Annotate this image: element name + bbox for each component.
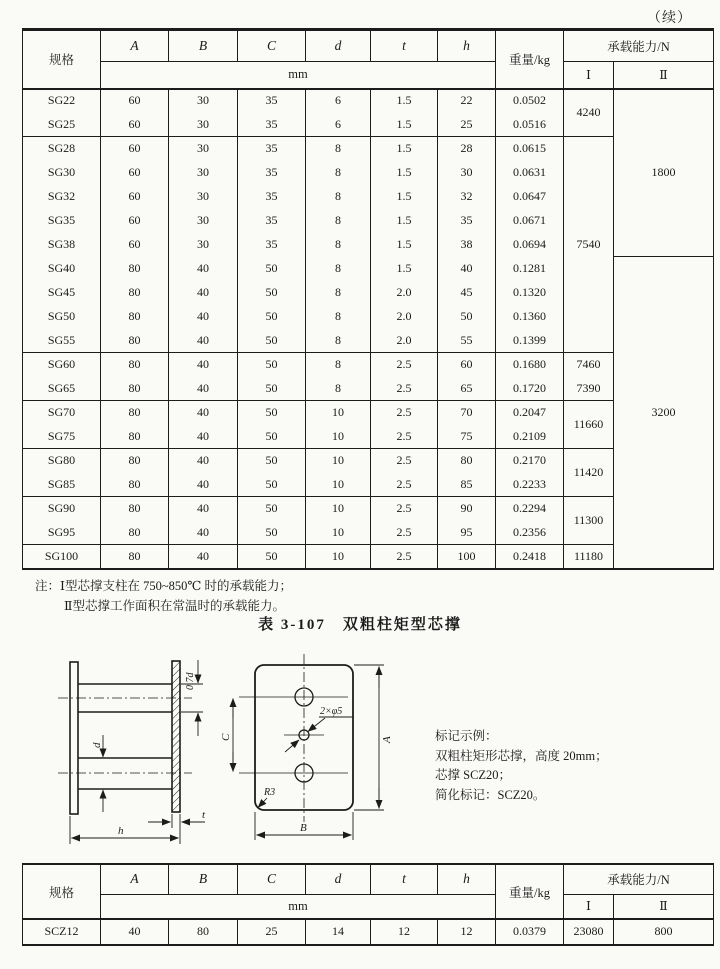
- cell-B: 40: [169, 257, 238, 281]
- header-spec: 规格: [23, 30, 101, 89]
- cell-t: 2.5: [371, 377, 438, 401]
- cell-d: 10: [306, 497, 371, 521]
- cell-B: 80: [169, 919, 238, 945]
- cell-t: 2.5: [371, 353, 438, 377]
- cell-A: 80: [101, 257, 169, 281]
- section-title: 表 3-107 双粗柱矩型芯撑: [258, 617, 462, 633]
- table-row: [23, 353, 714, 377]
- cell-C: 50: [238, 425, 306, 449]
- cell-C: 25: [238, 919, 306, 945]
- cell-B: 30: [169, 185, 238, 209]
- cell-weight: 0.2109: [496, 425, 564, 449]
- cell-C: 50: [238, 449, 306, 473]
- front-view-drawing: [212, 648, 402, 860]
- table-row: [23, 377, 714, 401]
- header-cap-I: Ⅰ: [564, 894, 614, 919]
- cell-d: 8: [306, 209, 371, 233]
- marking-line: 双粗柱矩形芯撑，高度 20mm；: [435, 748, 608, 763]
- cell-d: 10: [306, 449, 371, 473]
- header-dim-t: t: [371, 30, 438, 62]
- cell-d: 8: [306, 329, 371, 353]
- callout-arrow: [308, 718, 325, 732]
- cell-B: 30: [169, 89, 238, 113]
- cell-A: 60: [101, 233, 169, 257]
- cell-t: 2.0: [371, 305, 438, 329]
- cell-C: 35: [238, 233, 306, 257]
- side-view-drawing: [52, 648, 227, 860]
- cell-C: 50: [238, 401, 306, 425]
- marking-line: 简化标记：SCZ20。: [435, 787, 546, 802]
- cell-h: 35: [438, 209, 496, 233]
- table-row: [23, 89, 714, 113]
- cell-t: 2.5: [371, 545, 438, 569]
- cell-spec: SG75: [23, 425, 101, 449]
- cell-t: 12: [371, 919, 438, 945]
- cell-C: 50: [238, 497, 306, 521]
- cell-t: 1.5: [371, 233, 438, 257]
- cell-B: 30: [169, 209, 238, 233]
- cell-d: 8: [306, 161, 371, 185]
- cell-A: 80: [101, 497, 169, 521]
- cell-B: 40: [169, 377, 238, 401]
- cell-cap1: 7540: [564, 137, 614, 353]
- table-row: [23, 401, 714, 425]
- cell-A: 60: [101, 209, 169, 233]
- cell-weight: 0.0516: [496, 113, 564, 137]
- cell-t: 1.5: [371, 137, 438, 161]
- cell-weight: 0.1720: [496, 377, 564, 401]
- cell-B: 40: [169, 449, 238, 473]
- cell-B: 40: [169, 425, 238, 449]
- cell-d: 8: [306, 281, 371, 305]
- cell-spec: SG32: [23, 185, 101, 209]
- radius-callout-label: R3: [264, 787, 276, 798]
- cell-spec: SG45: [23, 281, 101, 305]
- cell-B: 40: [169, 473, 238, 497]
- cell-weight: 0.2047: [496, 401, 564, 425]
- right-plate-hatched: [172, 661, 180, 812]
- cell-d: 10: [306, 425, 371, 449]
- header-unit-mm: mm: [101, 894, 496, 919]
- cell-spec: SG100: [23, 545, 101, 569]
- header-dim-A: A: [101, 864, 169, 894]
- cell-cap2: 800: [614, 919, 714, 945]
- cell-spec: SG30: [23, 161, 101, 185]
- cell-B: 40: [169, 305, 238, 329]
- cell-C: 35: [238, 209, 306, 233]
- table-row: [23, 449, 714, 473]
- cell-cap1: 23080: [564, 919, 614, 945]
- main-spec-table: [22, 28, 714, 570]
- cell-C: 50: [238, 473, 306, 497]
- left-plate: [70, 662, 78, 814]
- dim-label-h: h: [118, 825, 124, 837]
- cell-spec: SG60: [23, 353, 101, 377]
- cell-B: 30: [169, 161, 238, 185]
- cell-cap1: 4240: [564, 89, 614, 137]
- cell-A: 80: [101, 305, 169, 329]
- cell-weight: 0.0502: [496, 89, 564, 113]
- cell-spec: SG55: [23, 329, 101, 353]
- cell-h: 50: [438, 305, 496, 329]
- cell-h: 28: [438, 137, 496, 161]
- cell-A: 60: [101, 137, 169, 161]
- cell-C: 50: [238, 281, 306, 305]
- cell-B: 40: [169, 353, 238, 377]
- header-unit-mm: mm: [101, 62, 496, 89]
- cell-cap1: 11660: [564, 401, 614, 449]
- cell-weight: 0.1399: [496, 329, 564, 353]
- cell-weight: 0.0647: [496, 185, 564, 209]
- dim-label-t: t: [202, 809, 206, 821]
- cell-t: 2.5: [371, 425, 438, 449]
- cell-A: 80: [101, 449, 169, 473]
- cell-spec: SCZ12: [23, 919, 101, 945]
- cell-C: 35: [238, 161, 306, 185]
- cell-spec: SG22: [23, 89, 101, 113]
- cell-h: 12: [438, 919, 496, 945]
- cell-weight: 0.2233: [496, 473, 564, 497]
- header-dim-B: B: [169, 864, 238, 894]
- cell-weight: 0.0379: [496, 919, 564, 945]
- table-row: [23, 137, 714, 161]
- cell-C: 50: [238, 521, 306, 545]
- cell-A: 60: [101, 185, 169, 209]
- cell-C: 50: [238, 353, 306, 377]
- cell-t: 2.5: [371, 497, 438, 521]
- cell-h: 100: [438, 545, 496, 569]
- header-dim-h: h: [438, 30, 496, 62]
- note-label: 注：: [35, 579, 61, 593]
- cell-d: 6: [306, 89, 371, 113]
- cell-weight: 0.1281: [496, 257, 564, 281]
- cell-C: 50: [238, 545, 306, 569]
- dim-label-B: B: [300, 822, 307, 834]
- cell-h: 32: [438, 185, 496, 209]
- cell-h: 65: [438, 377, 496, 401]
- cell-t: 2.5: [371, 521, 438, 545]
- cell-t: 1.5: [371, 185, 438, 209]
- cell-h: 22: [438, 89, 496, 113]
- cell-cap1: 7460: [564, 353, 614, 377]
- main-table-header: [23, 30, 714, 89]
- cell-d: 10: [306, 521, 371, 545]
- cell-C: 35: [238, 137, 306, 161]
- cell-d: 8: [306, 185, 371, 209]
- cell-t: 1.5: [371, 161, 438, 185]
- cell-B: 30: [169, 113, 238, 137]
- cell-B: 40: [169, 521, 238, 545]
- header-capacity: 承载能力/N: [564, 30, 714, 62]
- cell-spec: SG35: [23, 209, 101, 233]
- cell-h: 38: [438, 233, 496, 257]
- cell-h: 80: [438, 449, 496, 473]
- callout-arrow: [285, 740, 299, 752]
- cell-weight: 0.2356: [496, 521, 564, 545]
- cell-d: 10: [306, 473, 371, 497]
- callout-arrow: [258, 798, 267, 808]
- cell-weight: 0.2170: [496, 449, 564, 473]
- header-cap-I: Ⅰ: [564, 62, 614, 89]
- dim-label-A: A: [381, 736, 393, 743]
- cell-t: 2.5: [371, 401, 438, 425]
- dim-label-0.7d: 0.7d: [185, 672, 196, 690]
- cell-d: 14: [306, 919, 371, 945]
- dim-label-d: d: [91, 742, 103, 748]
- cell-t: 2.5: [371, 473, 438, 497]
- marking-line: 芯撑 SCZ20；: [435, 768, 512, 782]
- cell-d: 8: [306, 137, 371, 161]
- bottom-table-body: [23, 919, 714, 945]
- cell-spec: SG90: [23, 497, 101, 521]
- cell-A: 80: [101, 425, 169, 449]
- cell-A: 80: [101, 377, 169, 401]
- cell-spec: SG40: [23, 257, 101, 281]
- cell-h: 95: [438, 521, 496, 545]
- cell-cap2: 3200: [614, 257, 714, 569]
- cell-d: 8: [306, 305, 371, 329]
- cell-h: 25: [438, 113, 496, 137]
- cell-cap1: 11420: [564, 449, 614, 497]
- cell-weight: 0.0671: [496, 209, 564, 233]
- cell-t: 1.5: [371, 89, 438, 113]
- header-weight: 重量/kg: [496, 864, 564, 919]
- cell-t: 2.0: [371, 329, 438, 353]
- cell-C: 50: [238, 377, 306, 401]
- cell-A: 60: [101, 113, 169, 137]
- continued-marker: （续）: [647, 11, 692, 26]
- cell-d: 6: [306, 113, 371, 137]
- cell-A: 60: [101, 89, 169, 113]
- cell-h: 75: [438, 425, 496, 449]
- cell-A: 80: [101, 521, 169, 545]
- cell-spec: SG95: [23, 521, 101, 545]
- cell-A: 80: [101, 545, 169, 569]
- table-notes: [35, 576, 292, 616]
- cell-d: 8: [306, 233, 371, 257]
- cell-spec: SG50: [23, 305, 101, 329]
- cell-cap1: 11300: [564, 497, 614, 545]
- note-line-2: Ⅱ型芯撑工作面积在常温时的承载能力。: [64, 599, 285, 613]
- header-weight: 重量/kg: [496, 30, 564, 89]
- bottom-spec-table: [22, 863, 714, 946]
- header-dim-B: B: [169, 30, 238, 62]
- hole-callout-label: 2×φ5: [320, 706, 343, 717]
- cell-weight: 0.2418: [496, 545, 564, 569]
- header-dim-C: C: [238, 30, 306, 62]
- cell-weight: 0.0615: [496, 137, 564, 161]
- cell-weight: 0.1320: [496, 281, 564, 305]
- cell-weight: 0.0631: [496, 161, 564, 185]
- cell-C: 35: [238, 113, 306, 137]
- cell-B: 40: [169, 545, 238, 569]
- cell-h: 90: [438, 497, 496, 521]
- table-row: [23, 497, 714, 521]
- cell-cap1: 11180: [564, 545, 614, 569]
- cell-t: 1.5: [371, 209, 438, 233]
- cell-spec: SG65: [23, 377, 101, 401]
- cell-A: 60: [101, 161, 169, 185]
- cell-B: 30: [169, 233, 238, 257]
- cell-C: 35: [238, 185, 306, 209]
- cell-d: 10: [306, 401, 371, 425]
- header-dim-h: h: [438, 864, 496, 894]
- cell-h: 40: [438, 257, 496, 281]
- cell-d: 8: [306, 257, 371, 281]
- cell-B: 40: [169, 281, 238, 305]
- cell-h: 85: [438, 473, 496, 497]
- cell-h: 55: [438, 329, 496, 353]
- header-dim-d: d: [306, 864, 371, 894]
- header-cap-II: Ⅱ: [614, 62, 714, 89]
- cell-A: 80: [101, 401, 169, 425]
- header-dim-t: t: [371, 864, 438, 894]
- cell-B: 40: [169, 329, 238, 353]
- dim-label-C: C: [220, 733, 232, 741]
- cell-C: 50: [238, 305, 306, 329]
- cell-A: 80: [101, 329, 169, 353]
- cell-B: 40: [169, 497, 238, 521]
- cell-spec: SG85: [23, 473, 101, 497]
- cell-A: 80: [101, 281, 169, 305]
- header-dim-C: C: [238, 864, 306, 894]
- cell-B: 30: [169, 137, 238, 161]
- header-cap-II: Ⅱ: [614, 894, 714, 919]
- table-row: [23, 545, 714, 569]
- cell-h: 45: [438, 281, 496, 305]
- cell-C: 50: [238, 329, 306, 353]
- cell-A: 40: [101, 919, 169, 945]
- header-dim-A: A: [101, 30, 169, 62]
- cell-weight: 0.1360: [496, 305, 564, 329]
- cell-spec: SG38: [23, 233, 101, 257]
- cell-spec: SG25: [23, 113, 101, 137]
- header-capacity: 承载能力/N: [564, 864, 714, 894]
- note-line-1: 注：Ⅰ型芯撑支柱在 750~850℃ 时的承载能力；: [35, 579, 292, 593]
- cell-weight: 0.1680: [496, 353, 564, 377]
- cell-C: 50: [238, 257, 306, 281]
- cell-h: 30: [438, 161, 496, 185]
- cell-d: 10: [306, 545, 371, 569]
- marking-line: 标记示例：: [435, 729, 498, 743]
- header-spec: 规格: [23, 864, 101, 919]
- table-row: [23, 919, 714, 945]
- cell-t: 1.5: [371, 257, 438, 281]
- main-table-body: [23, 89, 714, 569]
- cell-spec: SG28: [23, 137, 101, 161]
- cell-weight: 0.0694: [496, 233, 564, 257]
- cell-cap1: 7390: [564, 377, 614, 401]
- cell-spec: SG70: [23, 401, 101, 425]
- cell-t: 2.5: [371, 449, 438, 473]
- cell-h: 70: [438, 401, 496, 425]
- cell-spec: SG80: [23, 449, 101, 473]
- cell-B: 40: [169, 401, 238, 425]
- cell-C: 35: [238, 89, 306, 113]
- cell-d: 8: [306, 353, 371, 377]
- cell-cap2: 1800: [614, 89, 714, 257]
- cell-h: 60: [438, 353, 496, 377]
- cell-A: 80: [101, 353, 169, 377]
- cell-A: 80: [101, 473, 169, 497]
- header-dim-d: d: [306, 30, 371, 62]
- cell-weight: 0.2294: [496, 497, 564, 521]
- cell-t: 1.5: [371, 113, 438, 137]
- marking-example: [435, 727, 608, 805]
- cell-d: 8: [306, 377, 371, 401]
- cell-t: 2.0: [371, 281, 438, 305]
- bottom-table-header: [23, 864, 714, 919]
